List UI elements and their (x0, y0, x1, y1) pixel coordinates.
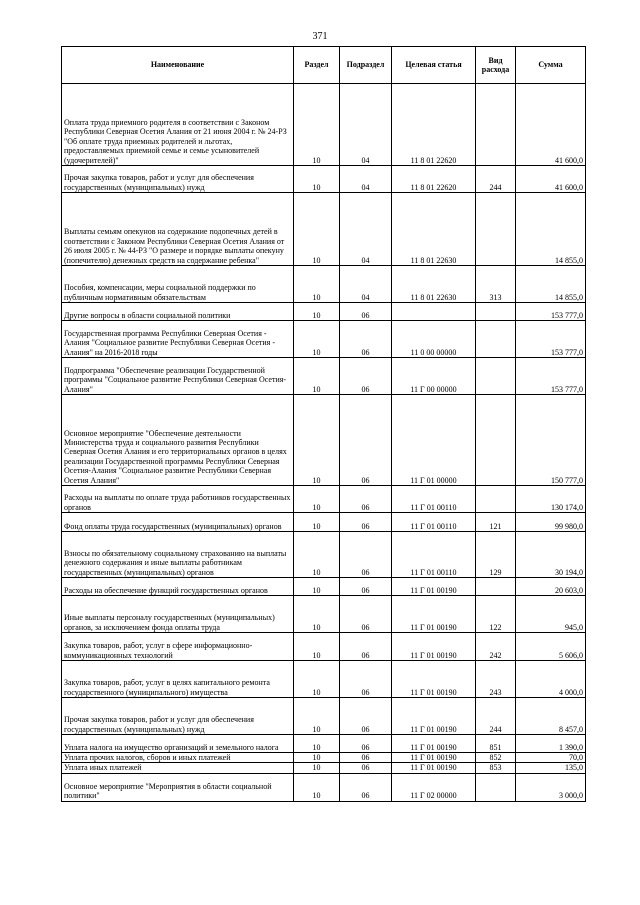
table-row (62, 303, 586, 321)
table-row (62, 166, 586, 193)
cell-expense-type (476, 486, 516, 513)
cell-subsection: 06 (340, 486, 392, 513)
cell-target-article: 11 Г 02 00000 (392, 773, 476, 801)
cell-section: 10 (294, 532, 340, 578)
cell-name: Государственная программа Республики Северная Осетия - Алания "Социальное развитие Республики Северная Осетия - Алания" на 2016-2018 годы (62, 321, 294, 358)
cell-expense-type (476, 578, 516, 596)
cell-subsection: 06 (340, 773, 392, 801)
header-sum: Сумма (516, 47, 586, 84)
cell-expense-type (476, 303, 516, 321)
cell-target-article: 11 Г 01 00190 (392, 661, 476, 698)
cell-sum: 4 000,0 (516, 661, 586, 698)
cell-name: Пособия, компенсации, меры социальной поддержки по публичным нормативным обязательствам (62, 266, 294, 303)
header-name: Наименование (62, 47, 294, 84)
cell-sum: 135,0 (516, 763, 586, 773)
cell-subsection: 06 (340, 661, 392, 698)
cell-expense-type: 243 (476, 661, 516, 698)
cell-sum: 14 855,0 (516, 266, 586, 303)
cell-section: 10 (294, 321, 340, 358)
cell-section: 10 (294, 773, 340, 801)
cell-subsection: 06 (340, 532, 392, 578)
cell-name: Уплата иных платежей (62, 763, 294, 773)
cell-name: Уплата прочих налогов, сборов и иных платежей (62, 753, 294, 763)
cell-sum: 1 390,0 (516, 735, 586, 753)
cell-name: Уплата налога на имущество организаций и земельного налога (62, 735, 294, 753)
cell-name: Расходы на обеспечение функций государственных органов (62, 578, 294, 596)
cell-subsection: 06 (340, 698, 392, 735)
cell-sum: 945,0 (516, 596, 586, 633)
table-row (62, 753, 586, 763)
cell-section: 10 (294, 395, 340, 486)
cell-section: 10 (294, 633, 340, 661)
cell-subsection: 06 (340, 358, 392, 395)
cell-expense-type: 852 (476, 753, 516, 763)
cell-target-article: 11 Г 01 00190 (392, 698, 476, 735)
cell-name: Закупка товаров, работ, услуг в сфере информационно-коммуникационных технологий (62, 633, 294, 661)
cell-sum: 153 777,0 (516, 321, 586, 358)
header-section: Раздел (294, 47, 340, 84)
cell-section: 10 (294, 303, 340, 321)
table-row (62, 513, 586, 532)
table-header (62, 47, 586, 84)
cell-section: 10 (294, 84, 340, 166)
cell-subsection: 04 (340, 166, 392, 193)
cell-sum: 5 606,0 (516, 633, 586, 661)
header-row (62, 47, 586, 84)
table-row (62, 84, 586, 166)
cell-section: 10 (294, 166, 340, 193)
table-row (62, 735, 586, 753)
budget-table (61, 46, 586, 802)
cell-subsection: 04 (340, 193, 392, 266)
cell-sum: 41 600,0 (516, 84, 586, 166)
cell-expense-type: 244 (476, 698, 516, 735)
cell-subsection: 04 (340, 84, 392, 166)
cell-name: Фонд оплаты труда государственных (муниципальных) органов (62, 513, 294, 532)
cell-expense-type (476, 193, 516, 266)
cell-target-article: 11 Г 01 00110 (392, 513, 476, 532)
cell-target-article: 11 Г 01 00190 (392, 753, 476, 763)
cell-target-article: 11 0 00 00000 (392, 321, 476, 358)
cell-target-article: 11 Г 01 00190 (392, 735, 476, 753)
cell-sum: 30 194,0 (516, 532, 586, 578)
cell-expense-type (476, 84, 516, 166)
cell-expense-type: 853 (476, 763, 516, 773)
cell-name: Подпрограмма "Обеспечение реализации Государственной программы "Социальное развитие Республики Северная Осетия-Алания" (62, 358, 294, 395)
header-target-article: Целевая статья (392, 47, 476, 84)
cell-expense-type (476, 773, 516, 801)
table-row (62, 773, 586, 801)
cell-expense-type: 121 (476, 513, 516, 532)
cell-sum: 99 980,0 (516, 513, 586, 532)
cell-subsection: 06 (340, 753, 392, 763)
cell-target-article: 11 8 01 22630 (392, 266, 476, 303)
table-row (62, 763, 586, 773)
table-row (62, 578, 586, 596)
cell-sum: 14 855,0 (516, 193, 586, 266)
cell-subsection: 06 (340, 633, 392, 661)
cell-sum: 20 603,0 (516, 578, 586, 596)
cell-target-article: 11 Г 00 00000 (392, 358, 476, 395)
cell-section: 10 (294, 578, 340, 596)
cell-subsection: 06 (340, 395, 392, 486)
cell-section: 10 (294, 596, 340, 633)
table-row (62, 532, 586, 578)
table-row (62, 698, 586, 735)
cell-expense-type: 313 (476, 266, 516, 303)
cell-sum: 153 777,0 (516, 303, 586, 321)
cell-target-article: 11 Г 01 00110 (392, 486, 476, 513)
cell-target-article: 11 8 01 22620 (392, 166, 476, 193)
cell-expense-type (476, 358, 516, 395)
cell-expense-type: 122 (476, 596, 516, 633)
cell-target-article: 11 Г 01 00190 (392, 578, 476, 596)
cell-subsection: 06 (340, 513, 392, 532)
cell-section: 10 (294, 266, 340, 303)
cell-target-article: 11 Г 01 00190 (392, 596, 476, 633)
cell-subsection: 06 (340, 303, 392, 321)
table-row (62, 596, 586, 633)
cell-name: Иные выплаты персоналу государственных (муниципальных) органов, за исключением фонда оплаты труда (62, 596, 294, 633)
cell-target-article (392, 303, 476, 321)
cell-name: Прочая закупка товаров, работ и услуг для обеспечения государственных (муниципальных) нужд (62, 698, 294, 735)
cell-name: Выплаты семьям опекунов на содержание подопечных детей в соответствии с Законом Республики Северная Осетия Алания от 26 июля 2005 г. № 44-РЗ "О размере и порядке выплаты опекуну (попечителю) денежных средств на содержание ребенка" (62, 193, 294, 266)
cell-target-article: 11 Г 01 00190 (392, 633, 476, 661)
cell-target-article: 11 8 01 22630 (392, 193, 476, 266)
cell-name: Основное мероприятие "Мероприятия в области социальной политики" (62, 773, 294, 801)
cell-subsection: 06 (340, 578, 392, 596)
cell-sum: 41 600,0 (516, 166, 586, 193)
cell-section: 10 (294, 763, 340, 773)
table-row (62, 193, 586, 266)
cell-sum: 8 457,0 (516, 698, 586, 735)
cell-sum: 3 000,0 (516, 773, 586, 801)
cell-section: 10 (294, 486, 340, 513)
cell-section: 10 (294, 193, 340, 266)
cell-name: Прочая закупка товаров, работ и услуг для обеспечения государственных (муниципальных) нужд (62, 166, 294, 193)
cell-sum: 70,0 (516, 753, 586, 763)
cell-name: Взносы по обязательному социальному страхованию на выплаты денежного содержания и иные выплаты работникам государственных (муниципальных) органов (62, 532, 294, 578)
table-row (62, 486, 586, 513)
table-row (62, 661, 586, 698)
cell-expense-type: 851 (476, 735, 516, 753)
table-row (62, 266, 586, 303)
header-subsection: Подраздел (340, 47, 392, 84)
cell-name: Закупка товаров, работ, услуг в целях капитального ремонта государственного (муниципального) имущества (62, 661, 294, 698)
cell-sum: 130 174,0 (516, 486, 586, 513)
table-row (62, 321, 586, 358)
cell-subsection: 04 (340, 266, 392, 303)
cell-target-article: 11 Г 01 00000 (392, 395, 476, 486)
cell-section: 10 (294, 735, 340, 753)
cell-sum: 153 777,0 (516, 358, 586, 395)
cell-name: Оплата труда приемного родителя в соответствии с Законом Республики Северная Осетия Алания от 21 июня 2004 г. № 24-РЗ "Об оплате труда приемных родителей и льготах, предоставляемых приемной семье и семье усыновителей (удочерителей)" (62, 84, 294, 166)
cell-expense-type: 242 (476, 633, 516, 661)
cell-section: 10 (294, 753, 340, 763)
table-row (62, 633, 586, 661)
header-expense-type: Вид расхода (476, 47, 516, 84)
cell-subsection: 06 (340, 321, 392, 358)
cell-name: Основное мероприятие "Обеспечение деятельности Министерства труда и социального развития Республики Северная Осетия Алания и его территориальных органов в целях реализации Государственной программы Республики Северная Осетия-Алания "Социальное развитие Республики Северная Осетия Алания" (62, 395, 294, 486)
cell-section: 10 (294, 661, 340, 698)
page-number: 371 (312, 31, 328, 42)
cell-name: Другие вопросы в области социальной политики (62, 303, 294, 321)
table-body (62, 84, 586, 802)
cell-expense-type (476, 395, 516, 486)
cell-name: Расходы на выплаты по оплате труда работников государственных органов (62, 486, 294, 513)
cell-expense-type: 244 (476, 166, 516, 193)
cell-sum: 150 777,0 (516, 395, 586, 486)
cell-section: 10 (294, 358, 340, 395)
cell-section: 10 (294, 698, 340, 735)
cell-section: 10 (294, 513, 340, 532)
cell-expense-type: 129 (476, 532, 516, 578)
cell-subsection: 06 (340, 735, 392, 753)
cell-subsection: 06 (340, 763, 392, 773)
table-row (62, 358, 586, 395)
cell-target-article: 11 Г 01 00110 (392, 532, 476, 578)
cell-subsection: 06 (340, 596, 392, 633)
cell-target-article: 11 8 01 22620 (392, 84, 476, 166)
cell-expense-type (476, 321, 516, 358)
table-row (62, 395, 586, 486)
cell-target-article: 11 Г 01 00190 (392, 763, 476, 773)
